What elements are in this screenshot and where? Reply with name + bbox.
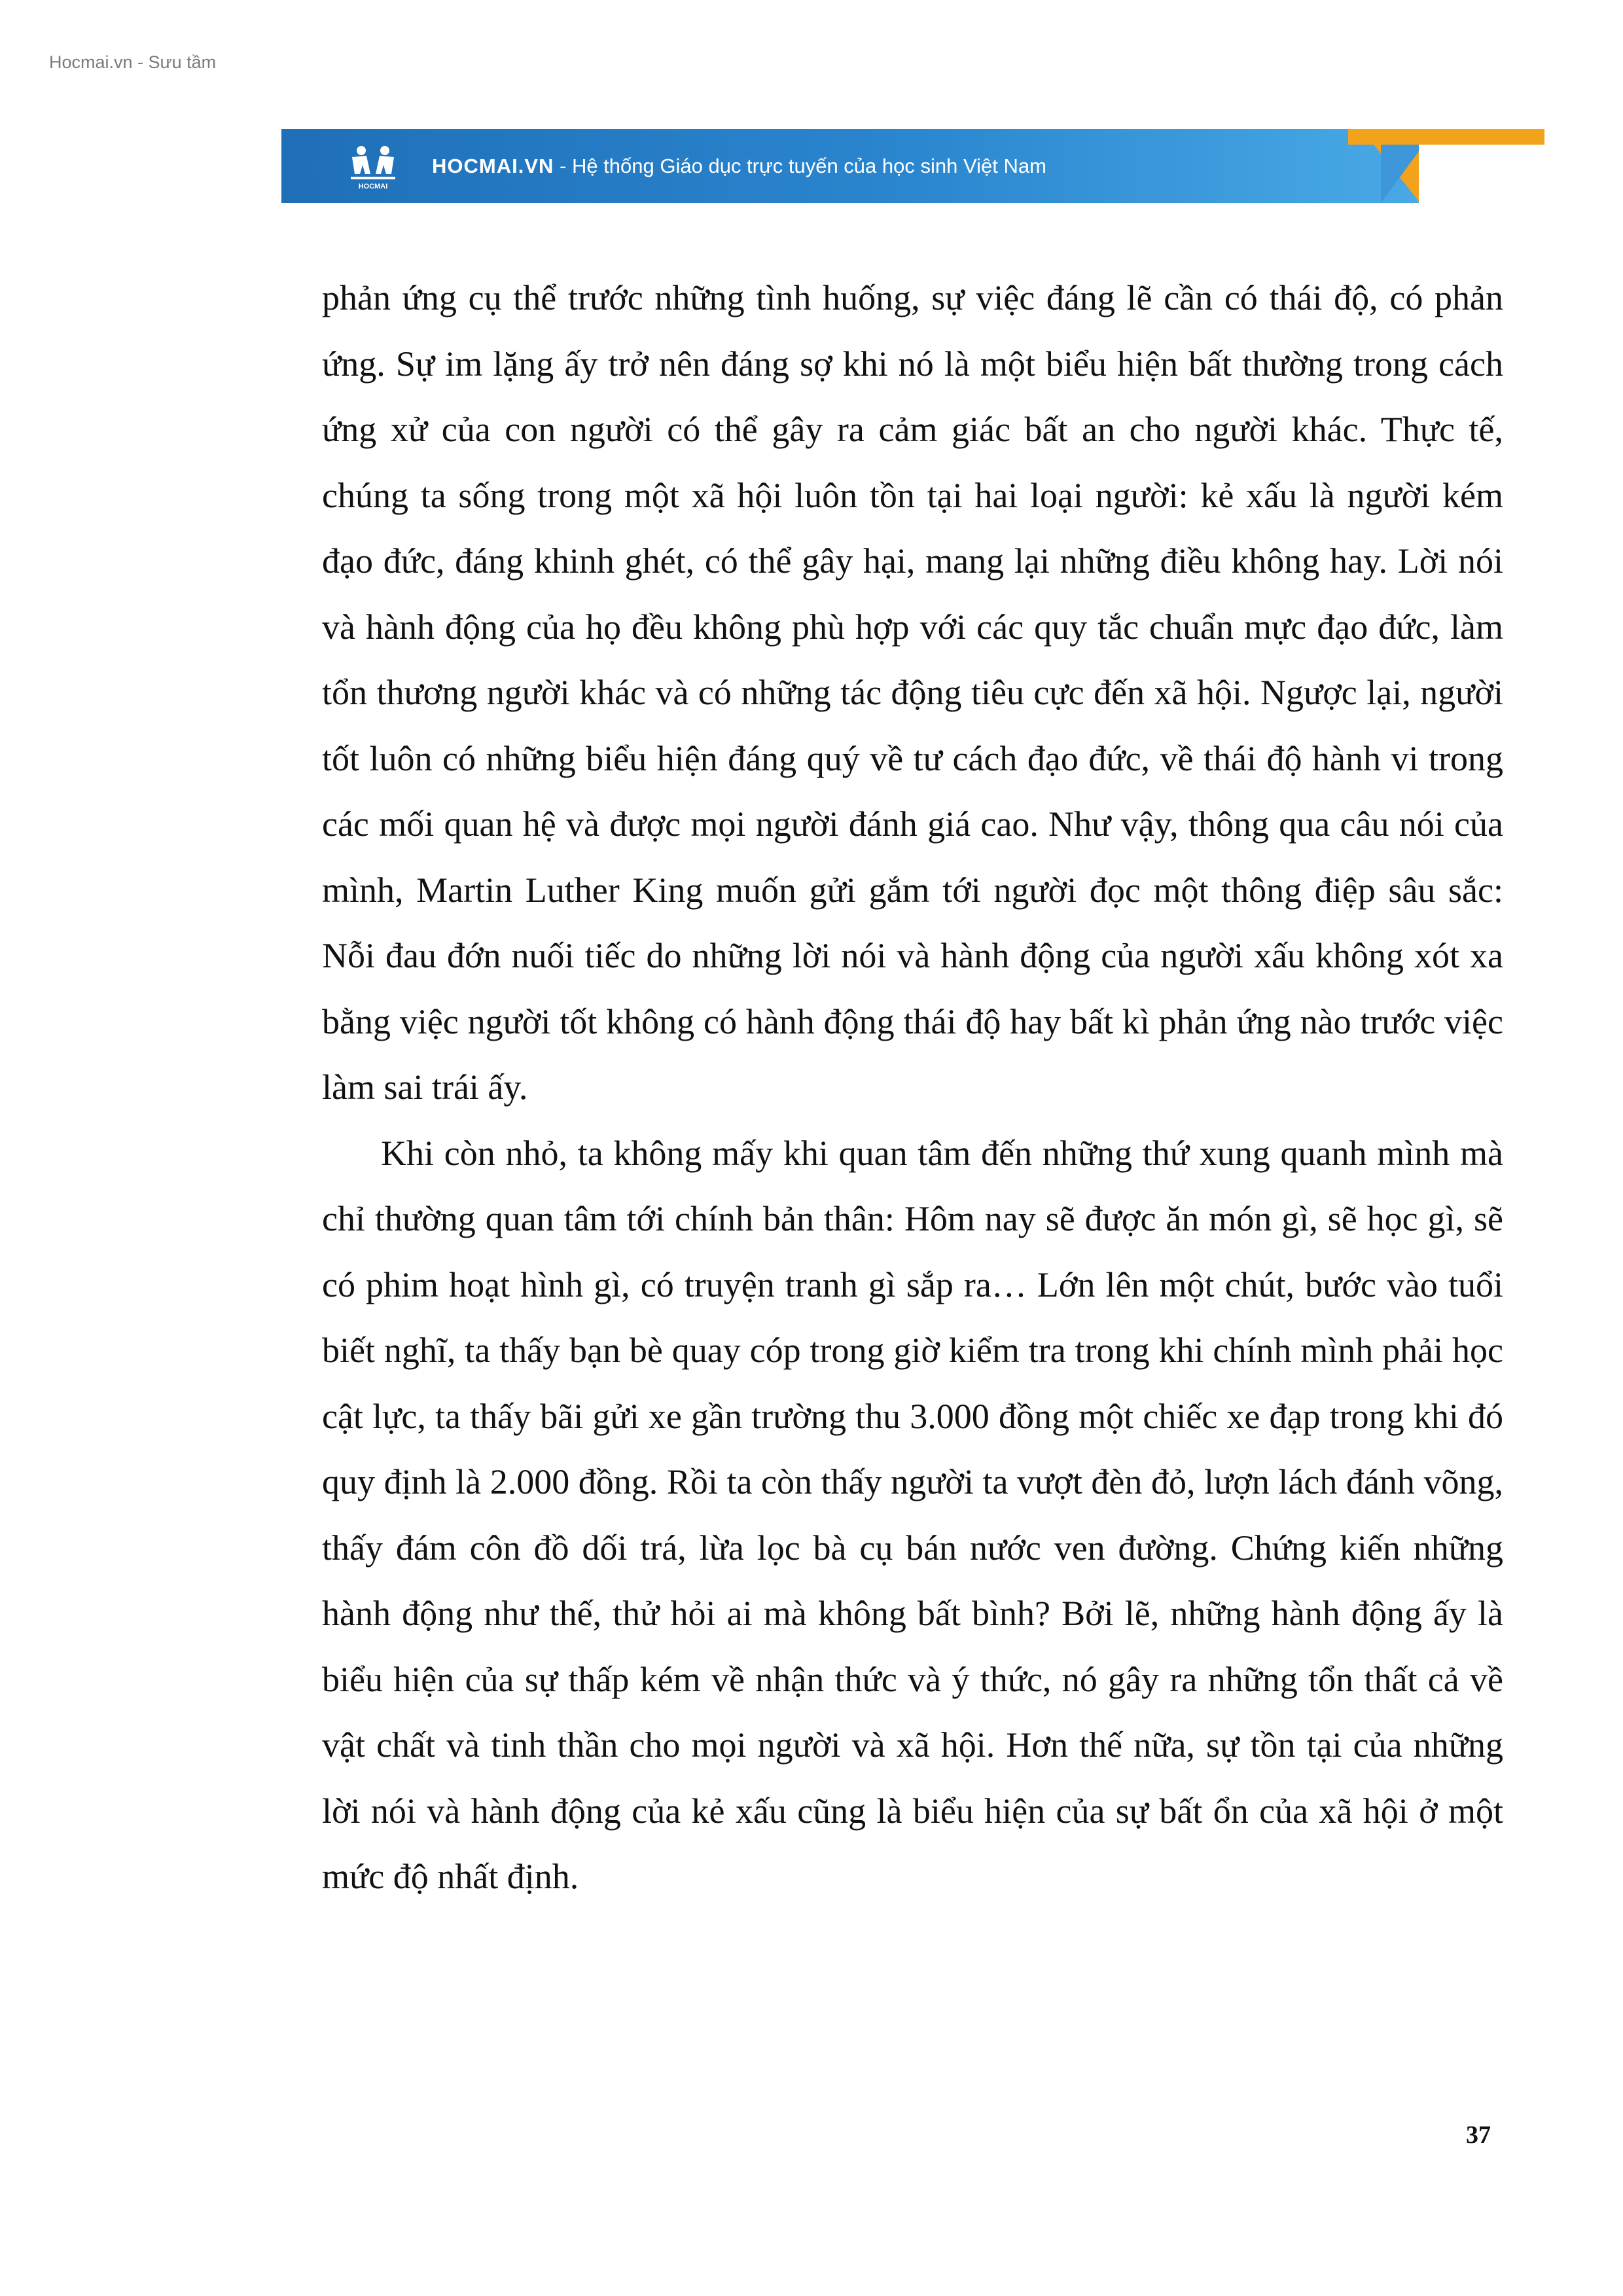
paragraph-2: Khi còn nhỏ, ta không mấy khi quan tâm đến những thứ xung quanh mình mà chỉ thường quan tâm tới chính bản thân: Hôm nay sẽ được ăn món gì, sẽ học gì, sẽ có phim hoạt hình gì, có truyện tranh gì sắp ra… Lớn lên một chút, bước vào tuổi biết nghĩ, ta thấy bạn bè quay cóp trong giờ kiểm tra trong khi chính mình phải học cật lực, ta thấy bãi gửi xe gần trường thu 3.000 đồng một chiếc xe đạp trong khi đó quy định là 2.000 đồng. Rồi ta còn thấy người ta vượt đèn đỏ, lượn lách đánh võng, thấy đám côn đồ dối trá, lừa lọc bà cụ bán nước ven đường. Chứng kiến những hành động như thế, thử hỏi ai mà không bất bình? Bởi lẽ, những hành động ấy là biểu hiện của sự thấp kém về nhận thức và ý thức, nó gây ra những tổn thất cả về vật chất và tinh thần cho mọi người và xã hội. Hơn thế nữa, sự tồn tại của những lời nói và hành động của kẻ xấu cũng là biểu hiện của sự bất ổn của xã hội ở một mức độ nhất định. [322, 1133, 1503, 1896]
logo-caption: HOCMAI [358, 183, 388, 190]
banner-title [432, 154, 1046, 178]
banner-orange-stripe [1348, 129, 1544, 145]
hocmai-logo-icon [347, 143, 399, 192]
page-number: 37 [1466, 2121, 1491, 2149]
banner-edge [1419, 145, 1550, 210]
brand-name[interactable]: HOCMAI.VN [432, 154, 554, 177]
paragraph-1: phản ứng cụ thể trước những tình huống, sự việc đáng lẽ cần có thái độ, có phản ứng. Sự im lặng ấy trở nên đáng sợ khi nó là một biểu hiện bất thường trong cách ứng xử của con người có thể gây ra cảm giác bất an cho người khác. Thực tế, chúng ta sống trong một xã hội luôn tồn tại hai loại người: kẻ xấu là người kém đạo đức, đáng khinh ghét, có thể gây hại, mang lại những điều không hay. Lời nói và hành động của họ đều không phù hợp với các quy tắc chuẩn mực đạo đức, làm tổn thương người khác và có những tác động tiêu cực đến xã hội. Ngược lại, người tốt luôn có những biểu hiện đáng quý về tư cách đạo đức, về thái độ hành vi trong các mối quan hệ và được mọi người đánh giá cao. Như vậy, thông qua câu nói của mình, Martin Luther King muốn gửi gắm tới người đọc một thông điệp sâu sắc: Nỗi đau đớn nuối tiếc do những lời nói và hành động của người xấu không xót xa bằng việc người tốt không có hành động thái độ hay bất kì phản ứng nào trước việc làm sai trái ấy. [322, 278, 1503, 1107]
document-body [322, 265, 1503, 1910]
source-note: Hocmai.vn - Sưu tầm [49, 52, 217, 72]
brand-tagline: - Hệ thống Giáo dục trực tuyến của học sinh Việt Nam [554, 154, 1046, 177]
